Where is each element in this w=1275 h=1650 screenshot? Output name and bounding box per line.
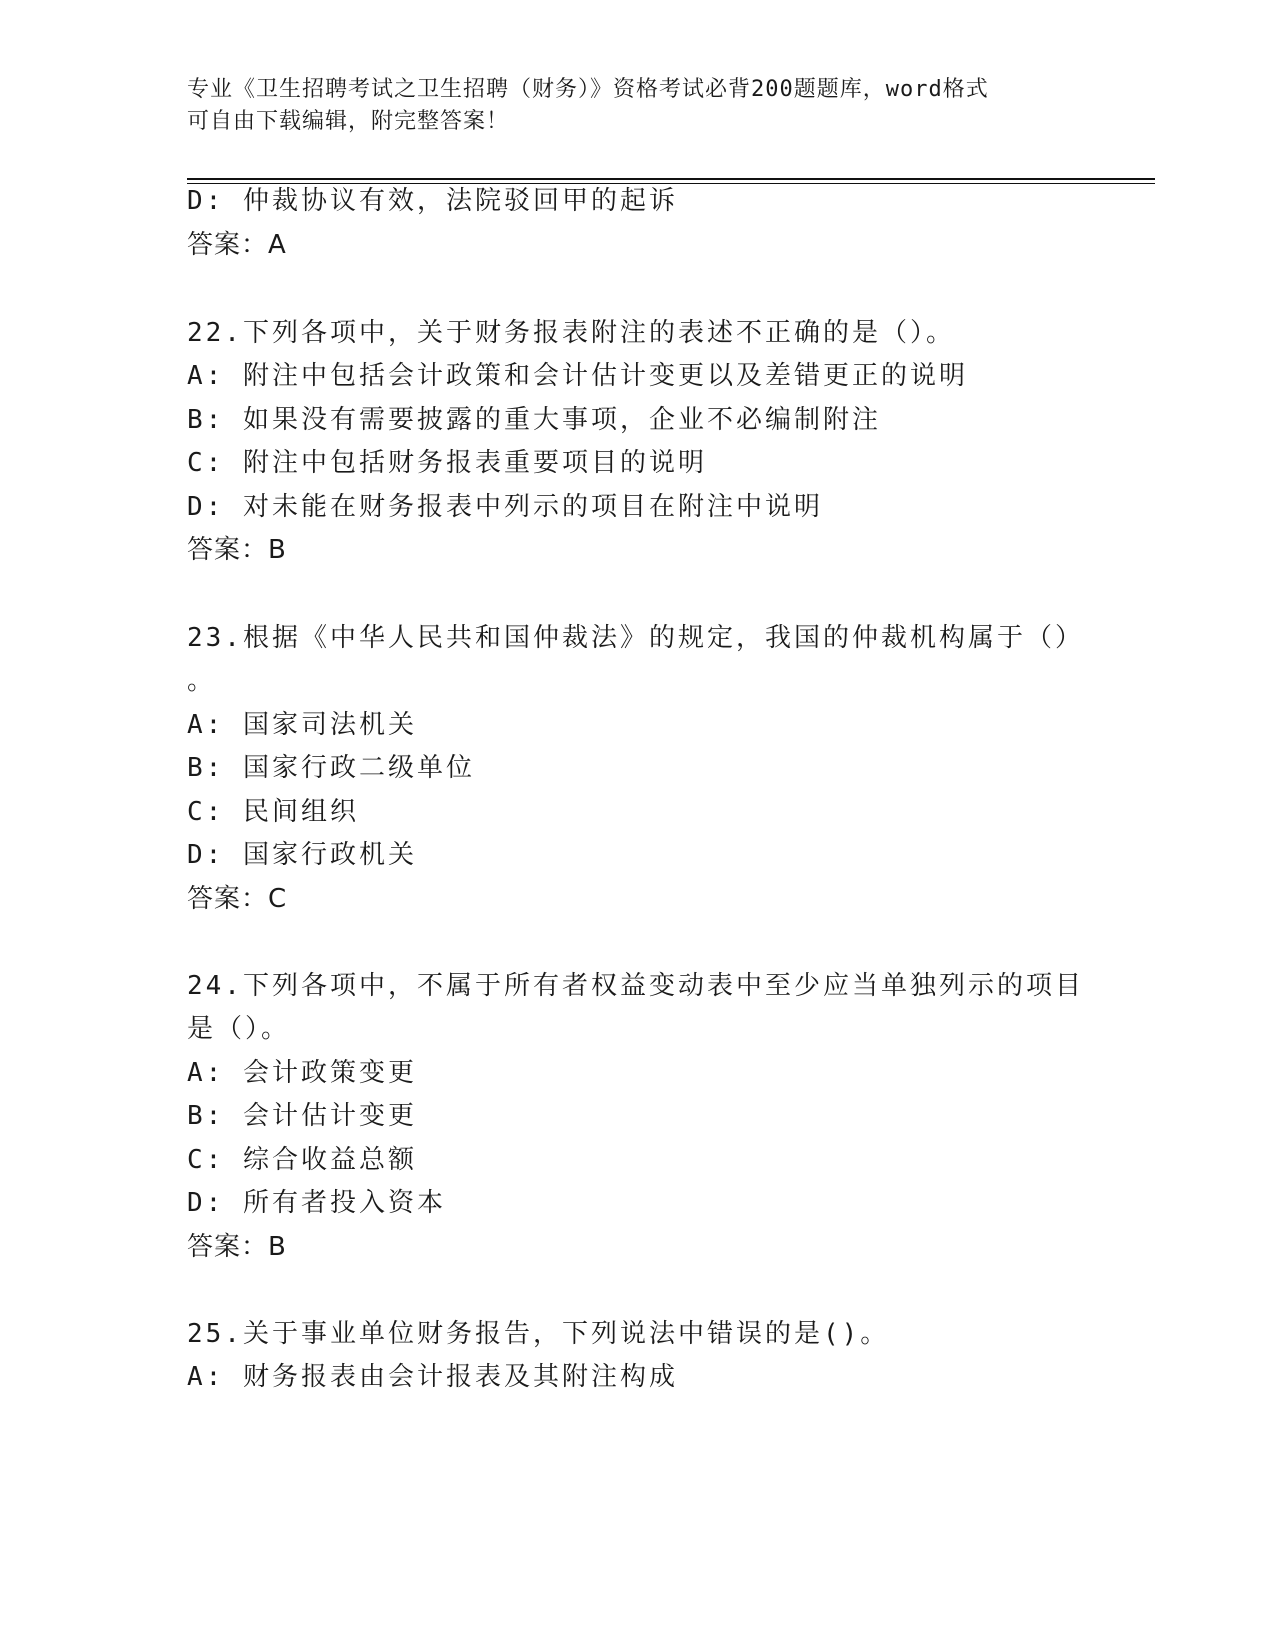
option-a-q24: A: 会计政策变更 bbox=[187, 1058, 417, 1088]
option-d-q23: D: 国家行政机关 bbox=[187, 840, 417, 870]
answer-q22: 答案：B bbox=[187, 535, 287, 565]
option-b-q24: B: 会计估计变更 bbox=[187, 1101, 417, 1131]
header-line-2: 可自由下载编辑，附完整答案！ bbox=[187, 109, 510, 134]
question-22: 22.下列各项中，关于财务报表附注的表述不正确的是（）。 bbox=[187, 318, 955, 348]
option-d-q21: D: 仲裁协议有效，法院驳回甲的起诉 bbox=[187, 186, 678, 216]
option-b-q23: B: 国家行政二级单位 bbox=[187, 753, 475, 783]
question-23: 23.根据《中华人民共和国仲裁法》的规定，我国的仲裁机构属于（） bbox=[187, 623, 1084, 653]
answer-q24: 答案：B bbox=[187, 1232, 287, 1262]
question-25: 25.关于事业单位财务报告，下列说法中错误的是()。 bbox=[187, 1319, 890, 1349]
option-d-q22: D: 对未能在财务报表中列示的项目在附注中说明 bbox=[187, 492, 823, 522]
option-a-q22: A: 附注中包括会计政策和会计估计变更以及差错更正的说明 bbox=[187, 361, 968, 391]
question-24: 24.下列各项中，不属于所有者权益变动表中至少应当单独列示的项目 bbox=[187, 971, 1084, 1001]
question-23-continued: 。 bbox=[187, 666, 217, 696]
option-c-q23: C: 民间组织 bbox=[187, 797, 359, 827]
answer-q23: 答案：C bbox=[187, 884, 288, 914]
option-c-q22: C: 附注中包括财务报表重要项目的说明 bbox=[187, 448, 707, 478]
header-divider bbox=[187, 178, 1155, 180]
option-a-q25: A: 财务报表由会计报表及其附注构成 bbox=[187, 1362, 678, 1392]
header-line-1: 专业《卫生招聘考试之卫生招聘（财务）》资格考试必背200题题库，word格式 bbox=[187, 77, 989, 102]
option-a-q23: A: 国家司法机关 bbox=[187, 710, 417, 740]
option-c-q24: C: 综合收益总额 bbox=[187, 1145, 417, 1175]
option-d-q24: D: 所有者投入资本 bbox=[187, 1188, 446, 1218]
question-24-continued: 是（）。 bbox=[187, 1014, 291, 1044]
answer-q21: 答案：A bbox=[187, 230, 287, 260]
option-b-q22: B: 如果没有需要披露的重大事项，企业不必编制附注 bbox=[187, 405, 881, 435]
document-header bbox=[187, 74, 1067, 138]
